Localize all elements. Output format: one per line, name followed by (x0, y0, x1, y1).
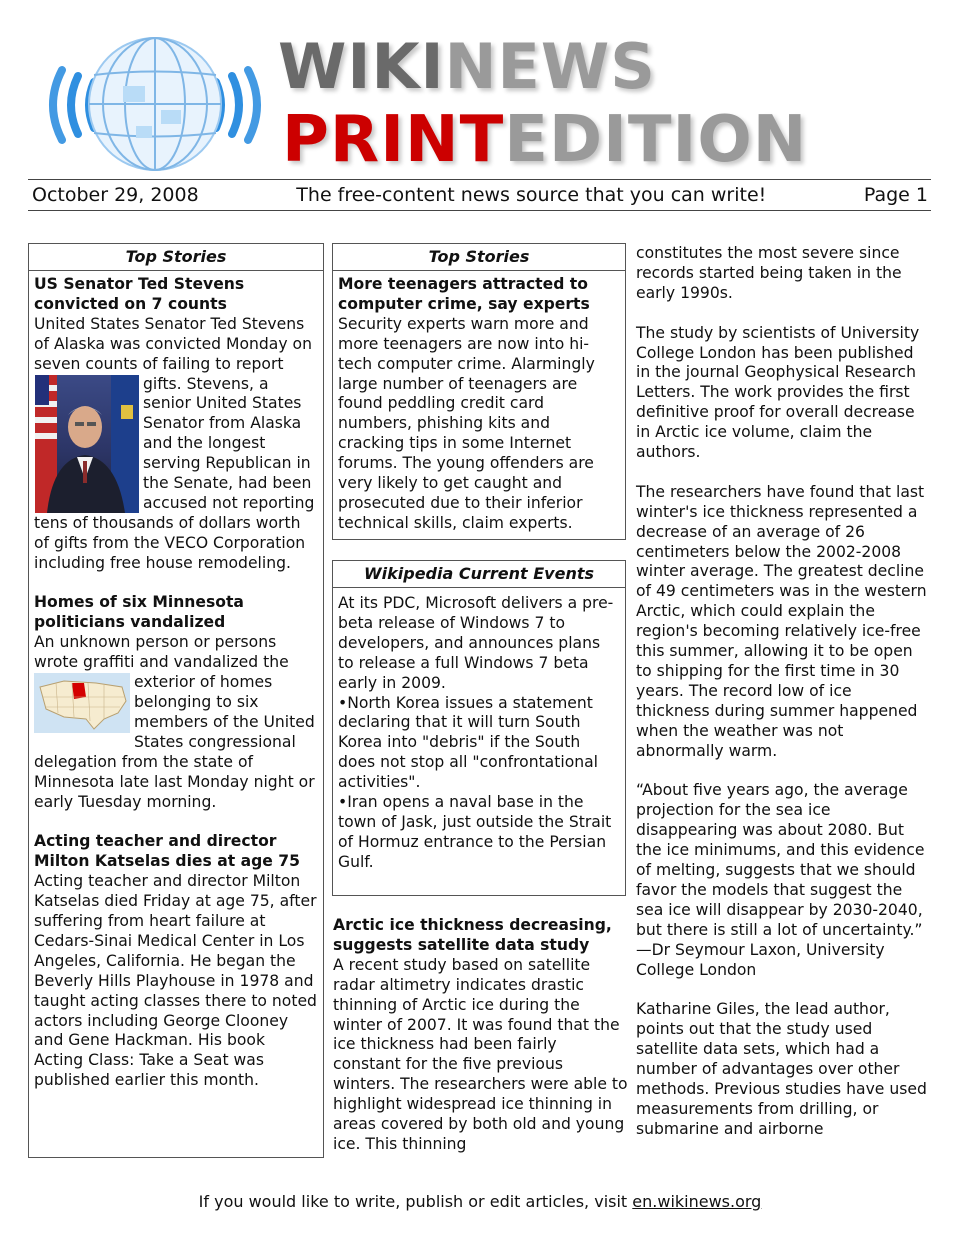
story-teen-crime (333, 271, 625, 534)
brand-print: PRINT (282, 103, 505, 177)
story-body-lead: United States Senator Ted Stevens of Alaska was convicted Monday on seven counts of failing (34, 314, 312, 373)
story-body: Security experts warn more and more teenagers are now into hi-tech computer crime. Alarmingly large number of teenagers are found peddling credit card numbers, phishing kits and cracking tips in some Internet forums. The young offenders are very likely to get caught and prosecuted due to their inferior technical skills, claim experts. (338, 314, 595, 532)
current-event-intro: At its PDC, Microsoft delivers a pre-beta release of Windows 7 to developers, and announces plans to release a full Windows 7 beta early in 2009. (338, 594, 614, 692)
box-title: Top Stories (29, 244, 323, 271)
story-paragraph: constitutes the most severe since records started being taken in the early 1990s. (636, 244, 902, 302)
page-number: Page 1 (863, 184, 928, 206)
story-body-rest: to report gifts. Stevens, a senior United States Senator from Alaska and the longest serving Republican in the Senate, had been accused not reporting tens of thousands of dollars worth of gifts from the VECO Corporation including free house remodeling. (34, 354, 315, 572)
brand-wikinews (278, 30, 656, 103)
current-event-item: •Iran opens a naval base in the town of Jask, just outside the Strait of Hormuz entrance to the Persian Gulf. (338, 793, 612, 871)
story-headline: Homes of six Minnesota politicians vandalized (34, 593, 244, 632)
story-headline: Arctic ice thickness decreasing, suggests satellite data study (333, 916, 612, 954)
story-quote: “About five years ago, the average projection for the sea ice disappearing was about 2080. But the ice minimums, and this evidence of melting, suggests that we should favor the models that suggest the sea ice will disappear by 2030-2040, but there is still a lot of uncertainty.” —Dr Seymour Laxon, University College London (636, 781, 925, 979)
story-arctic (333, 916, 629, 1155)
story-paragraph: The study by scientists of University College London has been published in the journal Geophysical Research Letters. The work provides the first definitive proof for overall decrease in Arctic ice volume, claim the authors. (636, 323, 920, 462)
box-title: Wikipedia Current Events (333, 561, 625, 588)
current-events-box (332, 560, 626, 896)
brand-print-edition (282, 103, 808, 177)
story-headline: Acting teacher and director Milton Katselas dies at age 75 (34, 832, 300, 871)
brand-edition: EDITION (504, 103, 808, 177)
story-body (34, 633, 318, 812)
brand-wiki: WIKI (278, 30, 445, 103)
story-paragraph: The researchers have found that last winter's ice thickness represented a decrease of an average of 26 centimeters below the 2002-2008 winter average. The greatest decline of 49 centimeters was in the western Arctic, which could explain the region's becoming relatively ice-free this summer, allowing it to be open to shipping for the first time in 30 years. The record low of ice thickness during summer happened when the weather was not abnormally warm. (636, 482, 927, 760)
senator-photo (35, 375, 139, 513)
story-body: A recent study based on satellite radar altimetry indicates drastic thinning of Arctic ice during the winter of 2007. It was found that the ice thickness had been fairly constant for the five previous winters. The researchers were able to highlight widespread ice thinning in areas covered by both old and young ice. This thinning (333, 955, 628, 1153)
footer-text: If you would like to write, publish or edit articles, visit (198, 1192, 633, 1211)
issue-date: October 29, 2008 (32, 184, 199, 206)
current-event-item: •North Korea issues a statement declaring that it will turn South Korea into "debris" if the South does not stop all "confrontational activities". (338, 693, 598, 792)
top-stories-box-middle (332, 243, 626, 540)
header-top-rule (28, 179, 931, 180)
minnesota-map (34, 673, 130, 733)
story-arctic-continued (636, 244, 930, 1140)
footer-link[interactable]: en.wikinews.org (632, 1192, 762, 1211)
footer (0, 1192, 960, 1211)
story-headline: More teenagers attracted to computer crime, say experts (338, 275, 590, 313)
story-stevens (29, 271, 323, 1091)
story-body (34, 315, 318, 574)
story-paragraph: Katharine Giles, the lead author, points out that the study used satellite data sets, which had a number of advantages over other methods. Previous studies have used measurements from drilling, or submarine and airborne (636, 1000, 927, 1138)
top-stories-box-left (28, 243, 324, 1158)
tagline: The free-content news source that you can write! (296, 184, 767, 206)
story-headline: US Senator Ted Stevens convicted on 7 counts (34, 275, 245, 313)
current-events-list (333, 588, 625, 873)
story-body-lead: An unknown person or persons wrote graffiti and vandalized the (34, 633, 289, 672)
box-title: Top Stories (333, 244, 625, 271)
issue-info-bar (32, 182, 928, 208)
wikinews-globe-logo (30, 30, 280, 180)
header-bottom-rule (28, 210, 931, 211)
story-body: Acting teacher and director Milton Katselas died Friday at age 75, after suffering from heart failure at Cedars-Sinai Medical Center in Los Angeles, California. He began the Beverly Hills Playhouse in 1978 and taught acting classes there to noted actors including George Clooney and Gene Hackman. His book Acting Class: Take a Seat was published earlier this month. (34, 872, 317, 1090)
story-body-rest: exterior of homes belonging to six members of the United States congressional delegation from the state of Minnesota late last Monday night or early Tuesday morning. (34, 673, 315, 811)
brand-news: NEWS (444, 30, 656, 103)
